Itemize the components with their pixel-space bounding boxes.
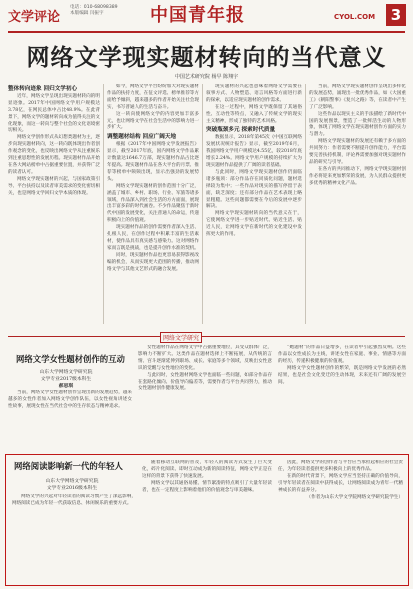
boxed-paragraph: 随着移动互联网的普及，年轻人的阅读方式发生了巨大变化，碎片化阅读、即时互动成为新的阅读特征，网络文学正是在这样的背景下获得了快速发展。 bbox=[142, 460, 272, 479]
boxed-author-institution: 山东大学网络文学研究院 bbox=[45, 479, 99, 484]
lower-column-3 bbox=[278, 345, 406, 449]
column-2-paragraph: 如今，网络文学平台纷纷加大对现实题材作品的扶持力度，在征文评选、榜单推荐等方面给予倾斜，越来越多的作者开始关注社会现实，书写普通人的生活与奋斗。 bbox=[107, 84, 199, 110]
author-program: 文学专业2017级本科生 bbox=[40, 377, 92, 382]
column-divider bbox=[305, 84, 306, 324]
lower-paragraph: “她题材”的作品日益增多，在读者中引起强烈反响。这些作品以女性成长为主线，讲述女性在家庭、事业、情感等方面的经历，传递积极健康的价值观。 bbox=[278, 345, 406, 364]
column-2-paragraph: 现实题材作品的创作需要作者深入生活、扎根人民，在创作过程中积累丰富的生活素材，使作品具有真实感与感染力。这对网络作家而言既是挑战，也是提升创作水准的契机。 bbox=[107, 225, 199, 251]
boxed-article-author bbox=[10, 477, 134, 491]
lower-paragraph: 女性题材作品在网络文学中占据重要地位，其受众群体广泛，影响力不断扩大。这类作品在题材选择上不断拓展，从传统的言情、宫斗逐渐延伸到职场、成长、家庭等多个领域，反映出女性意识的觉醒与女性地位的变化。 bbox=[138, 345, 272, 371]
boxed-paragraph: 在新的时代背景下，网络文学应当坚持正确的价值导向，引导年轻读者在阅读中获得成长，让网络阅读成为青年一代精神成长的有益养分。 bbox=[278, 473, 403, 493]
column-1 bbox=[8, 84, 100, 324]
lower-section-label: 网络文学研究 bbox=[160, 332, 202, 343]
lower-column-1 bbox=[8, 390, 132, 448]
article-byline: 中国艺术研究院 杨早 陈翔宇 bbox=[174, 74, 239, 80]
page-header bbox=[0, 0, 413, 34]
column-3-paragraph: 在这一过程中，网络文学既保留了其通俗性、互动性等特点，又融入了传统文学的现实主义精神，形成了独特的艺术风格。 bbox=[206, 104, 302, 124]
column-1-paragraph: 近年，网络文学呈现出现实题材转向的明显迹象。2017年中国网络文学用户规模达3.78亿，在网民总体中占比48.9%。在此背景下，网络文学的题材转向成为值得关注的文化现象，而这一转向与整个社会的文化语境密切相关。 bbox=[8, 93, 100, 134]
lower-column-2 bbox=[138, 345, 272, 449]
column-4-paragraph: 在各方的共同推动下，网络文学现实题材创作必将迎来更加繁荣的发展，为人民群众提供更多优秀的精神文化产品。 bbox=[309, 166, 406, 186]
author-institution: 山东大学网络文学研究院 bbox=[39, 370, 93, 375]
lower-article-title: 网络文学女性题材创作的互动 bbox=[16, 354, 125, 364]
header-meta bbox=[70, 5, 118, 17]
section-title: 文学评论 bbox=[8, 10, 61, 25]
column-1-subtitle: 整体转向迹象 回归文学初心 bbox=[8, 86, 78, 92]
column-3-subtitle: 突破瓶颈多元 探索时代质量 bbox=[206, 127, 276, 134]
column-3-paragraph: 网络文学现实题材转向的当代意义在于，它使网络文学进一步贴近时代、贴近生活、贴近人民，让网络文学在新时代的文化建设中发挥更大的作用。 bbox=[206, 211, 302, 238]
column-4-paragraph: 这些作品以现实主义的手法描绘了新时代中国的发展图景，塑造了一批鲜活生动的人物形象，体现了网络文学在现实题材创作方面的实力与潜力。 bbox=[309, 111, 406, 138]
column-2-paragraph: 网络文学现实题材的创作范围十分广泛，涵盖了城市、乡村、职场、行业、军旅等诸多领域，作品深入到社会生活的方方面面，展现出丰富多彩的时代画卷。不少作品聚焦于新时代中国的发展变化，关注普通人的命运，传递积极向上的价值观。 bbox=[107, 183, 199, 224]
boxed-paragraph: 网络文学以其通俗易懂、情节紧凑的特点吸引了大量年轻读者，也在一定程度上影响着他们的价值观念与审美趣味。 bbox=[142, 480, 272, 493]
column-3 bbox=[206, 84, 302, 324]
column-2-paragraph: 同时，现实题材作品也更容易获得影视改编的机会，从而实现更大范围的传播，推动网络文学与其他文艺形式的融合发展。 bbox=[107, 252, 199, 272]
column-3-paragraph: 现实题材的兴起也意味着网络文学需要在叙事方式、人物塑造、语言风格等方面进行新的探索，以适应现实题材的创作需求。 bbox=[206, 84, 302, 103]
boxed-paragraph: 因此，网络文学的创作者与平台应当承担起相应的社会责任，为年轻读者提供更多积极向上的优秀作品。 bbox=[278, 460, 403, 472]
header-rule bbox=[8, 31, 405, 33]
column-1-paragraph: 网络文学现实题材的兴起，与国家政策引导、平台扶持以及读者审美需求的变化密切相关，也是网络文学回归文学本质的体现。 bbox=[8, 176, 100, 196]
boxed-column-2 bbox=[142, 460, 272, 582]
lower-paragraph: 与此同时，女性题材网络文学也面临一些问题，如部分作品存在套路化倾向、价值导向偏差等，需要作者与平台共同努力，推动女性题材创作健康发展。 bbox=[138, 372, 272, 392]
column-2-paragraph: 这一转向使网络文学的内容更加丰富多元，也让网络文学在社会生活中的影响力进一步扩大。 bbox=[107, 111, 199, 131]
column-divider bbox=[103, 84, 104, 324]
column-4-paragraph: 网络文学现实题材的发展还有赖于多方面的共同努力：作者需要不断提升创作能力，平台需要完善扶持机制，评论界需要加强对现实题材作品的研究与引导。 bbox=[309, 139, 406, 165]
boxed-signoff: （作者为山东大学文学院网络文学研究院学生） bbox=[306, 494, 403, 500]
boxed-author-program: 文学专业2016级本科生 bbox=[46, 486, 98, 491]
column-4-paragraph: 当前，网络文学现实题材创作呈现出多样化的发展态势，涌现出一批优秀作品，如《大国重工》《朝阳警事》《复兴之路》等，在读者中产生了广泛影响。 bbox=[309, 84, 406, 110]
lower-paragraph: 当前，网络文学女性题材创作呈现出新的发展趋势，越来越多的女性作者加入网络文学创作队伍，以女性视角讲述女性故事，展现女性在当代社会中的生存状态与精神追求。 bbox=[8, 390, 132, 409]
page-number: 3 bbox=[386, 4, 406, 26]
column-4 bbox=[309, 84, 406, 324]
column-3-paragraph: 与此同时，网络文学现实题材创作仍面临诸多瓶颈：部分作品存在同质化问题，题材选择较为集中；一些作品对现实的描写停留于表面，缺乏深度；还有部分作品在艺术表现上略显粗糙。这些问题都需要在今后的发展中逐步解决。 bbox=[206, 169, 302, 210]
column-2 bbox=[107, 84, 199, 324]
article-headline: 网络文学现实题材转向的当代意义 bbox=[26, 45, 387, 71]
newspaper-url: CYOL.COM bbox=[334, 13, 376, 21]
lower-section-rule bbox=[8, 336, 405, 337]
column-2-subtitle: 调整题材结构 回应广阔天地 bbox=[107, 134, 177, 141]
boxed-column-1 bbox=[12, 494, 136, 582]
boxed-paragraph: 网络文学的兴起对年轻读者的阅读习惯产生了深远影响，网络阅读已成为年轻一代获取信息、休闲娱乐的重要方式。 bbox=[12, 494, 136, 506]
column-3-paragraph: 数据显示，2018年第45次《中国互联网络发展状况统计报告》显示，截至2019年6月，我国网络文学用户规模达4.55亿，较2018年底增长2.24%。网络文学用户规模的持续扩大为现实题材作品提供了广阔的读者基础。 bbox=[206, 135, 302, 168]
newspaper-masthead: 中国青年报 bbox=[150, 5, 245, 26]
column-divider bbox=[202, 84, 203, 324]
column-1-paragraph: 网络文学创作形式从幻想类题材为主，逐步向现实题材转向，这一转向既体现出作者创作观念的变化，也反映出网络文学从注重娱乐到注重思想性的发展历程。现实题材作品开始在各大网站榜单中占据重要位置，并获得广泛的读者认可。 bbox=[8, 135, 100, 175]
author-name: 郝思琪 bbox=[58, 383, 74, 389]
header-editor: 本版编辑 闫振宇 bbox=[70, 11, 104, 16]
lower-article-author bbox=[16, 368, 116, 389]
boxed-column-3 bbox=[278, 460, 403, 582]
column-2-paragraph: 根据《2017年中国网络文学发展报告》显示，截至2017年底，国内网络文学作品累计数量达1646.7万部，现实题材作品占比逐年提高。现实题材作品在各大平台的月票、推荐等榜单中频频出现，显示出强劲的发展势头。 bbox=[107, 142, 199, 182]
header-phone: 电话：010-68098389 bbox=[70, 5, 118, 10]
lower-paragraph: 网络文学女性题材创作的繁荣，既是网络文学发展的必然结果，也是社会文化变迁的生动体现，未来还有广阔的发展空间。 bbox=[278, 365, 406, 385]
boxed-article-title: 网络阅读影响新一代的年轻人 bbox=[14, 461, 123, 471]
